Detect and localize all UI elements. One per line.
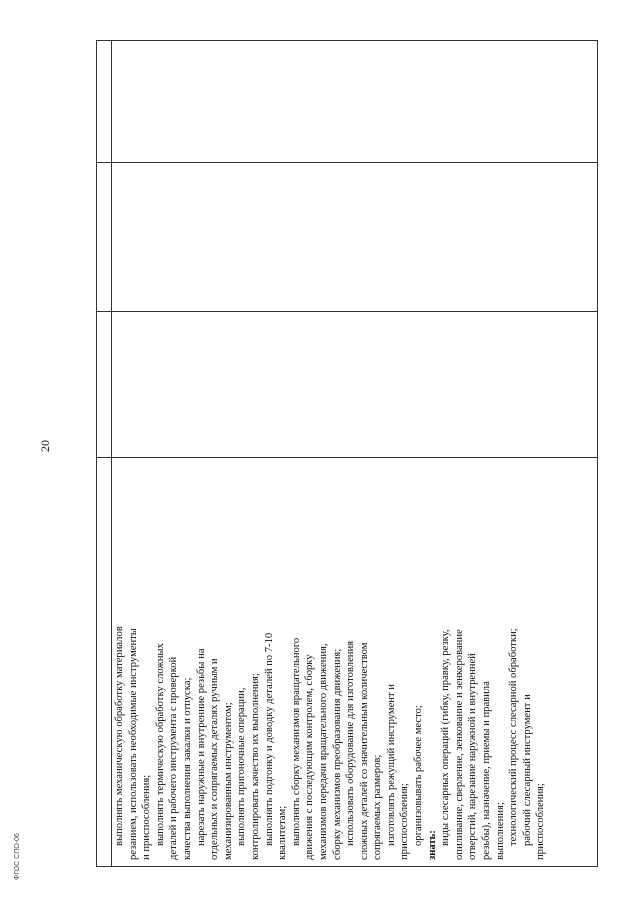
text-line: выполнения; <box>494 802 506 860</box>
text-line: выполнять пригоночные операции, <box>236 687 248 846</box>
table-cell-empty <box>112 41 598 163</box>
text-line: организовывать рабочее место; <box>413 705 425 846</box>
table-top-row <box>97 41 112 867</box>
table-cell-empty <box>97 312 112 458</box>
text-line: движения с последующим контролем, сборку <box>304 654 316 860</box>
skills-text <box>112 458 548 866</box>
text-line: сложных деталей со значительным количеством <box>358 642 370 860</box>
text-line: нарезать наружные и внутренние резьбы на <box>195 648 207 846</box>
section-heading: знать: <box>426 830 438 860</box>
table-cell-skills <box>112 458 598 867</box>
text-line: сборку механизмов преобразования движения; <box>331 648 343 860</box>
competency-table <box>96 45 598 867</box>
text-line: выполнять подгонку и доводку деталей по 7-10 <box>263 632 275 846</box>
text-line: отверстий, нарезание наружной и внутренней <box>467 653 479 860</box>
footer-standard-code: ФГОС СПО-06 <box>14 833 21 880</box>
text-line: резьбы), назначение, приемы и правила <box>481 681 493 860</box>
text-line: деталей и рабочего инструмента с проверкой <box>168 656 180 860</box>
text-line: выполнять сборку механизмов вращательного <box>290 637 302 846</box>
text-line: механизированным инструментом; <box>222 702 234 860</box>
text-line: резанием, использовать необходимые инструменты <box>127 628 139 860</box>
table-cell-empty <box>97 163 112 312</box>
text-line: использовать оборудование для изготовления <box>345 641 357 846</box>
text-line: квалитетам; <box>277 805 289 860</box>
text-line: контролировать качество их выполнения; <box>249 673 261 860</box>
text-line: отдельных и сопрягаемых деталях ручным и <box>209 658 221 860</box>
text-line: приспособления; <box>399 783 411 860</box>
text-line: сопрягаемых размеров; <box>372 754 384 860</box>
text-line: приспособления; <box>535 783 547 860</box>
text-line: механизмов передачи вращательного движения, <box>317 643 329 860</box>
text-line: выполнять термическую обработку сложных <box>154 643 166 846</box>
text-line: виды слесарных операций (гибку, правку, резку, <box>440 629 452 846</box>
table-cell-empty <box>112 163 598 312</box>
text-line: изготовлять режущий инструмент и <box>385 684 397 846</box>
text-line: качества выполнения закалки и отпуска; <box>181 677 193 860</box>
table-row <box>112 41 598 867</box>
table-cell-empty <box>112 312 598 458</box>
text-line: и приспособления; <box>141 774 153 860</box>
page-number: 20 <box>38 440 52 452</box>
text-line: выполнять механическую обработку материалов <box>114 626 125 846</box>
text-line: опиливание, сверление, зенкование и зенкерование <box>453 629 465 860</box>
table-cell-empty <box>97 458 112 867</box>
text-line: рабочий слесарный инструмент и <box>521 694 533 846</box>
table-cell-empty <box>97 41 112 163</box>
text-line: технологический процесс слесарной обработки; <box>508 628 520 846</box>
